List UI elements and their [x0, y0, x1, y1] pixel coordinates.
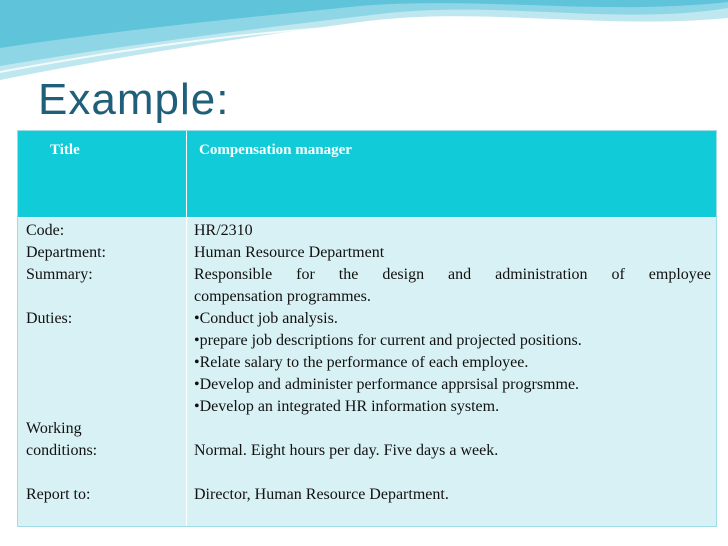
field-labels-column — [26, 220, 176, 506]
duty-item: • Develop an integrated HR information system. — [194, 396, 711, 418]
slide-title: Example: — [38, 75, 230, 124]
value-working-conditions: Normal. Eight hours per day. Five days a week. — [194, 442, 499, 459]
label-duties: Duties: — [26, 310, 73, 327]
header-value-title: Compensation manager — [199, 142, 352, 158]
field-values-column — [194, 220, 711, 506]
label-report-to: Report to: — [26, 486, 91, 503]
job-description-table — [17, 130, 717, 527]
table-header-row — [18, 131, 716, 217]
column-divider — [186, 218, 187, 526]
label-summary: Summary: — [26, 266, 93, 283]
value-code: HR/2310 — [194, 222, 253, 239]
value-department: Human Resource Department — [194, 244, 385, 261]
duty-item: • Develop and administer performance apprsisal progrsmme. — [194, 374, 711, 396]
label-conditions: conditions: — [26, 442, 98, 459]
column-divider — [186, 131, 187, 217]
header-wave-decoration — [0, 0, 728, 80]
value-report-to: Director, Human Resource Department. — [194, 486, 449, 503]
value-summary-line-2: compensation programmes. — [194, 288, 371, 305]
label-department: Department: — [26, 244, 106, 261]
label-working: Working — [26, 420, 82, 437]
header-label-title: Title — [50, 142, 80, 158]
table-body-row — [18, 218, 716, 526]
value-summary-line-1: Responsible for the design and administration of employee — [194, 266, 711, 283]
duty-item: • prepare job descriptions for current and projected positions. — [194, 330, 711, 352]
duty-item: • Conduct job analysis. — [194, 308, 711, 330]
label-code: Code: — [26, 222, 65, 239]
duty-item: • Relate salary to the performance of each employee. — [194, 352, 711, 374]
